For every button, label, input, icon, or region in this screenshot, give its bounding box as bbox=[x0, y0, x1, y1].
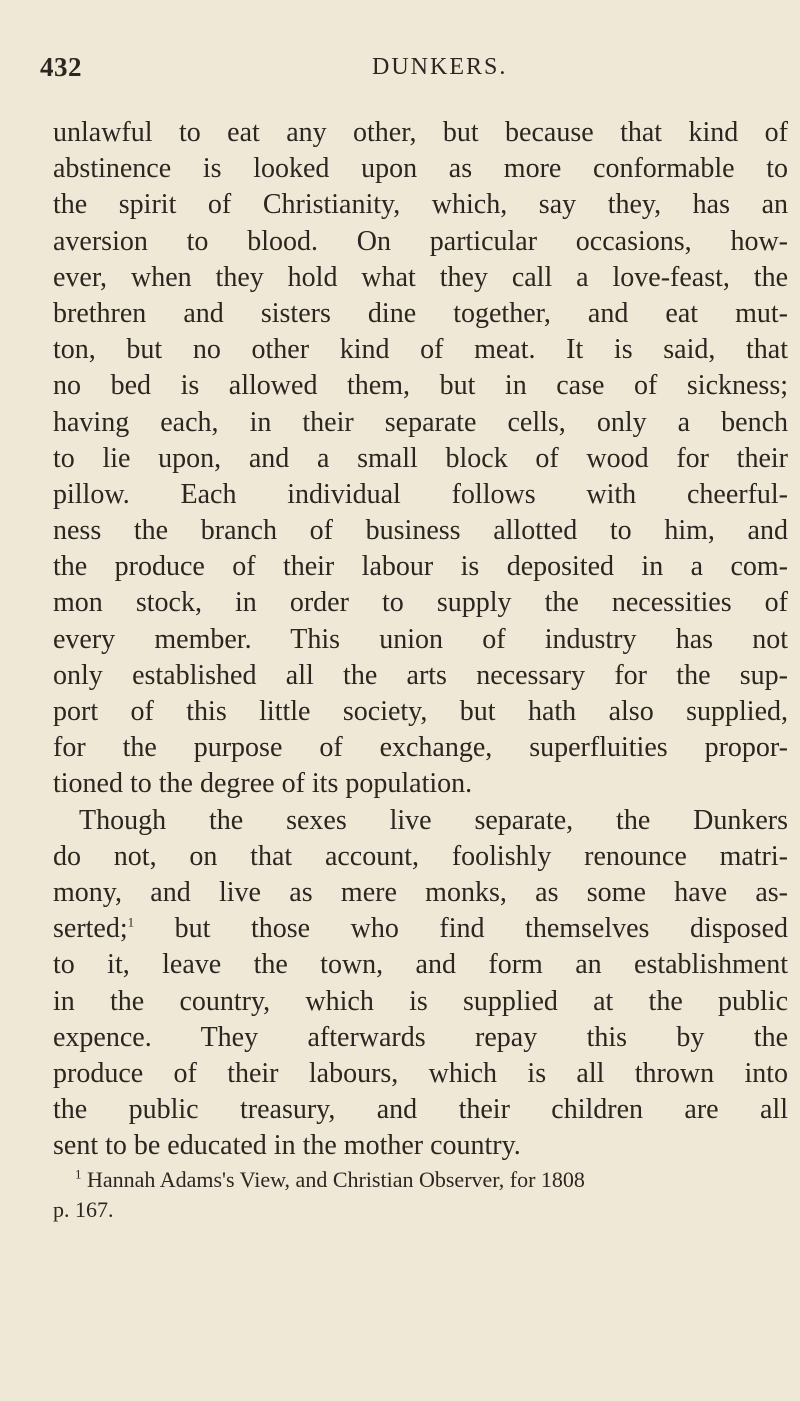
text-line: only established all the arts necessary for the sup- bbox=[53, 659, 788, 691]
text-line: having each, in their separate cells, only a bench bbox=[53, 406, 788, 438]
footnote-marker: 1 bbox=[75, 1166, 82, 1182]
text-line-with-footnote-ref bbox=[53, 911, 788, 947]
text-line: ton, but no other kind of meat. It is said, that bbox=[53, 334, 788, 366]
body-text bbox=[53, 115, 788, 1164]
text-line-fragment: serted; bbox=[53, 913, 128, 945]
text-line: the produce of their labour is deposited in a com- bbox=[53, 551, 788, 583]
text-line: mon stock, in order to supply the necessities of bbox=[53, 587, 788, 619]
text-line: aversion to blood. On particular occasions, how- bbox=[53, 225, 788, 257]
text-line: every member. This union of industry has not bbox=[53, 623, 788, 655]
page-header bbox=[0, 52, 800, 92]
text-line: to it, leave the town, and form an establishment bbox=[53, 949, 788, 981]
text-line: do not, on that account, foolishly renounce matri- bbox=[53, 840, 788, 872]
text-line: sent to be educated in the mother country. bbox=[53, 1130, 521, 1162]
text-line: abstinence is looked upon as more conformable to bbox=[53, 153, 788, 185]
text-line: produce of their labours, which is all thrown into bbox=[53, 1057, 788, 1089]
text-line: no bed is allowed them, but in case of sickness; bbox=[53, 370, 788, 402]
footnote-line: p. 167. bbox=[53, 1197, 114, 1222]
text-line: Though the sexes live separate, the Dunkers bbox=[79, 804, 788, 836]
text-line: expence. They afterwards repay this by the bbox=[53, 1021, 788, 1053]
page-number: 432 bbox=[40, 52, 82, 82]
text-line: mony, and live as mere monks, as some have as- bbox=[53, 876, 788, 908]
text-line: pillow. Each individual follows with cheerful- bbox=[53, 478, 788, 510]
text-line: for the purpose of exchange, superfluities propor- bbox=[53, 732, 788, 764]
text-line: ness the branch of business allotted to him, and bbox=[53, 515, 788, 547]
text-line: port of this little society, but hath also supplied, bbox=[53, 696, 788, 727]
text-line: brethren and sisters dine together, and eat mut- bbox=[53, 297, 788, 329]
text-line-fragment: but those who find themselves disposed bbox=[134, 913, 788, 945]
running-head: DUNKERS. bbox=[372, 54, 508, 80]
text-line: ever, when they hold what they call a love-feast, the bbox=[53, 261, 788, 293]
text-line: to lie upon, and a small block of wood for their bbox=[53, 442, 788, 474]
text-line: in the country, which is supplied at the public bbox=[53, 985, 788, 1017]
text-line: tioned to the degree of its population. bbox=[53, 768, 473, 800]
footnote-line bbox=[53, 1165, 788, 1195]
text-line: unlawful to eat any other, but because that kind of bbox=[53, 117, 788, 148]
footnote-ref: 1 bbox=[127, 914, 135, 930]
text-line: the spirit of Christianity, which, say they, has an bbox=[53, 189, 788, 221]
text-line: the public treasury, and their children are all bbox=[53, 1094, 788, 1126]
footnote-text: Hannah Adams's View, and Christian Observer, for 1808 bbox=[87, 1167, 585, 1192]
footnotes bbox=[53, 1165, 788, 1225]
